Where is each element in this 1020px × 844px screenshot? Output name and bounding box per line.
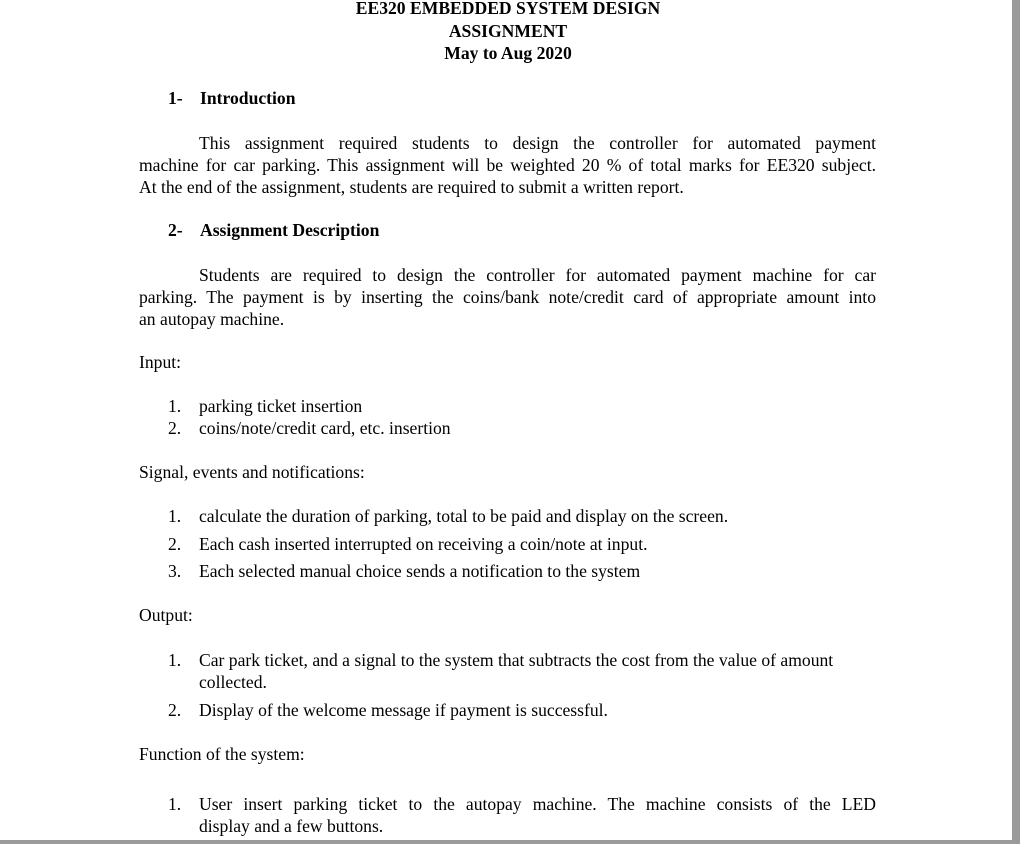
section-1-para-line-3: At the end of the assignment, students are required to submit a written report. <box>139 177 684 197</box>
output-item-1-line-1: Car park ticket, and a signal to the system that subtracts the cost from the value of amount <box>199 650 834 670</box>
signals-item-3-number: 3. <box>168 561 182 581</box>
input-item-2-number: 2. <box>168 418 182 438</box>
section-2-para-line-2: parking. The payment is by inserting the coins/bank note/credit card of appropriate amount into <box>139 287 876 307</box>
section-2-para-line-3: an autopay machine. <box>139 309 285 329</box>
signals-item-1-number: 1. <box>168 506 182 526</box>
function-item-1-line-1: User insert parking ticket to the autopay machine. The machine consists of the LED <box>199 794 876 814</box>
input-item-1-number: 1. <box>168 396 182 416</box>
document-period: May to Aug 2020 <box>444 43 572 63</box>
section-1-heading: Introduction <box>200 88 296 108</box>
input-item-1-text: parking ticket insertion <box>199 396 363 416</box>
output-item-1-number: 1. <box>168 650 182 670</box>
signals-item-1-text: calculate the duration of parking, total to be paid and display on the screen. <box>199 506 729 526</box>
section-2-para-line-1: Students are required to design the controller for automated payment machine for car <box>199 265 876 285</box>
function-label: Function of the system: <box>139 744 305 764</box>
page-edge-bottom <box>0 840 1020 844</box>
section-1-number: 1- <box>168 88 183 108</box>
output-label: Output: <box>139 605 193 625</box>
signals-item-3-text: Each selected manual choice sends a notification to the system <box>199 561 641 581</box>
output-item-2-number: 2. <box>168 700 182 720</box>
function-item-1-number: 1. <box>168 794 182 814</box>
signals-item-2-number: 2. <box>168 534 182 554</box>
signals-label: Signal, events and notifications: <box>139 462 365 482</box>
section-2-number: 2- <box>168 220 183 240</box>
section-1-para-line-2: machine for car parking. This assignment will be weighted 20 % of total marks for EE320 subject. <box>139 155 876 175</box>
section-2-heading: Assignment Description <box>200 220 380 240</box>
document-title: EE320 EMBEDDED SYSTEM DESIGN <box>355 0 661 18</box>
section-1-para-line-1: This assignment required students to design the controller for automated payment <box>199 133 876 153</box>
function-item-1-line-2: display and a few buttons. <box>199 816 384 836</box>
input-label: Input: <box>139 352 182 372</box>
output-item-1-line-2: collected. <box>199 672 267 692</box>
output-item-2-text: Display of the welcome message if payment is successful. <box>199 700 608 720</box>
signals-item-2-text: Each cash inserted interrupted on receiving a coin/note at input. <box>199 534 648 554</box>
document-subtitle: ASSIGNMENT <box>448 21 568 41</box>
page-edge-right <box>1012 0 1020 844</box>
input-item-2-text: coins/note/credit card, etc. insertion <box>199 418 451 438</box>
